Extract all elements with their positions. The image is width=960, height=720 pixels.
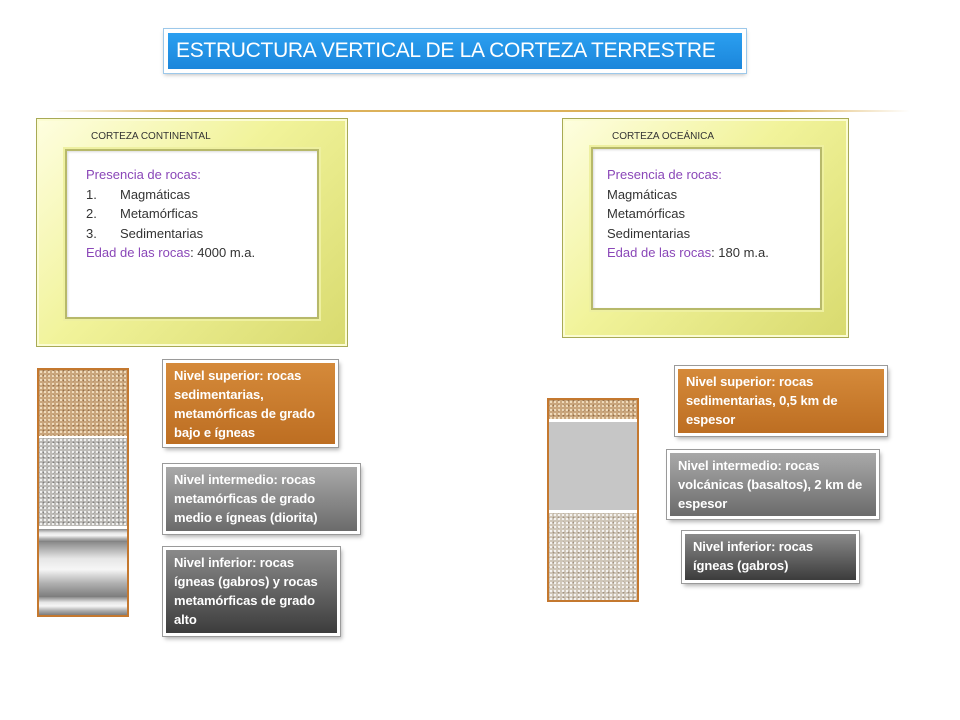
continental-presence-line <box>86 165 255 185</box>
oceanic-presence-line <box>607 165 769 185</box>
continental-age-line <box>86 243 255 263</box>
oceanic-age-line <box>607 243 769 263</box>
continental-lower-layer-band <box>39 597 127 615</box>
oceanic-upper-layer <box>549 400 637 419</box>
list-item: 1. Magmáticas <box>86 186 191 202</box>
continental-age-value: : 4000 m.a. <box>190 245 256 260</box>
list-item: Metamórficas <box>607 206 686 221</box>
continental-label: CORTEZA CONTINENTAL <box>91 131 211 142</box>
list-item: Magmáticas <box>607 186 678 202</box>
continental-layer-column <box>37 368 129 617</box>
continental-presence-colon: : <box>197 167 201 182</box>
oceanic-age-label: Edad de las rocas <box>607 245 712 260</box>
oceanic-middle-level-box: Nivel intermedio: rocas volcánicas (basaltos), 2 km de espesor <box>667 450 879 519</box>
oceanic-age-value: : 180 m.a. <box>711 245 769 260</box>
list-item: 2. Metamórficas <box>86 206 199 221</box>
list-item: 3. Sedimentarias <box>86 225 204 241</box>
continental-middle-level-box: Nivel intermedio: rocas metamórficas de grado medio e ígneas (diorita) <box>163 464 360 534</box>
oceanic-lower-level-box: Nivel inferior: rocas ígneas (gabros) <box>682 531 859 583</box>
oceanic-presence-colon: : <box>718 167 722 182</box>
page-title: ESTRUCTURA VERTICAL DE LA CORTEZA TERRESTRE <box>164 29 746 73</box>
continental-middle-layer <box>39 438 127 526</box>
continental-lower-layer-band <box>39 542 127 597</box>
oceanic-presence-label: Presencia de rocas <box>607 167 719 182</box>
continental-lower-level-box: Nivel inferior: rocas ígneas (gabros) y rocas metamórficas de grado alto <box>163 547 340 636</box>
continental-upper-layer <box>39 370 127 436</box>
oceanic-lower-layer <box>549 513 637 600</box>
continental-lower-layer-band <box>39 529 127 542</box>
oceanic-rock-info <box>607 165 769 263</box>
oceanic-middle-layer <box>549 422 637 510</box>
continental-presence-label: Presencia de rocas <box>86 167 198 182</box>
continental-rock-info <box>86 165 255 263</box>
oceanic-layer-column <box>547 398 639 602</box>
oceanic-label: CORTEZA OCEÁNICA <box>612 131 715 142</box>
continental-upper-level-box: Nivel superior: rocas sedimentarias, metamórficas de grado bajo e ígneas <box>163 360 338 447</box>
continental-age-label: Edad de las rocas <box>86 245 191 260</box>
list-item: Sedimentarias <box>607 225 691 241</box>
oceanic-upper-level-box: Nivel superior: rocas sedimentarias, 0,5 km de espesor <box>675 366 887 436</box>
divider-line <box>50 110 910 112</box>
